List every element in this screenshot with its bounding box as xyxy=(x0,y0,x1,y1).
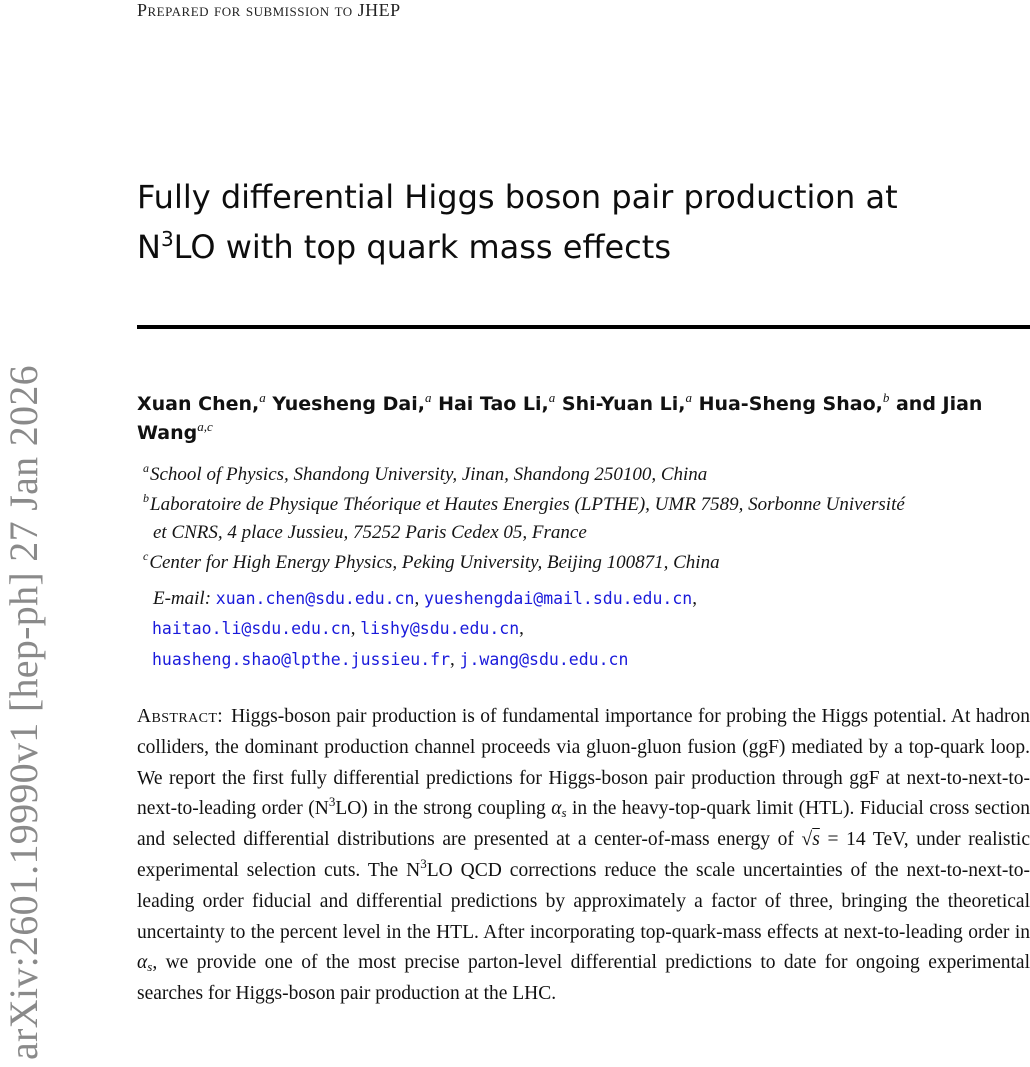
abstract-text: , we provide one of the most precise parton-level differential predictions to date for ongoing experimental searches for Higgs-boson pair production at the LHC. xyxy=(137,952,1030,1005)
paper-title-line-1: Fully differential Higgs boson pair production at xyxy=(137,178,898,216)
email-line-1: E-mail: xuan.chen@sdu.edu.cn, yueshengdai@mail.sdu.edu.cn, xyxy=(153,588,697,609)
author-affiliation-mark: a,c xyxy=(197,419,213,434)
affiliation-mark: c xyxy=(143,549,149,563)
paper-title-line-2 xyxy=(137,227,671,267)
abstract-text: = 14 TeV, under realistic experimental selection cuts. The N xyxy=(137,829,1030,881)
email-link[interactable]: haitao.li@sdu.edu.cn xyxy=(152,619,351,638)
author-affiliation-mark: a xyxy=(685,390,692,405)
affiliation-text: School of Physics, Shandong University, Jinan, Shandong 250100, China xyxy=(150,464,708,485)
sqrt-argument: s xyxy=(812,829,820,851)
alpha-subscript: s xyxy=(147,959,153,975)
email-link[interactable]: lishy@sdu.edu.cn xyxy=(360,619,520,638)
title-rest: LO with top quark mass effects xyxy=(173,228,671,266)
abstract-superscript: 3 xyxy=(420,855,427,871)
affiliation-c xyxy=(143,551,720,575)
alpha-symbol: α xyxy=(551,798,562,820)
title-divider xyxy=(137,325,1030,329)
affiliation-b-continued: et CNRS, 4 place Jussieu, 75252 Paris Cedex 05, France xyxy=(153,522,587,543)
email-link[interactable]: xuan.chen@sdu.edu.cn xyxy=(215,589,415,608)
email-link[interactable]: huasheng.shao@lpthe.jussieu.fr xyxy=(152,650,451,669)
abstract-heading: Abstract: xyxy=(137,706,224,727)
affiliation-text: Center for High Energy Physics, Peking University, Beijing 100871, China xyxy=(149,552,720,573)
affiliation-mark: b xyxy=(143,491,149,505)
affiliation-text: Laboratoire de Physique Théorique et Hautes Energies (LPTHE), UMR 7589, Sorbonne Université xyxy=(150,494,905,515)
author-name: Hua-Sheng Shao, xyxy=(698,393,883,415)
abstract-text: Higgs-boson pair production is of fundamental importance for probing the Higgs potential. At hadron colliders, the dominant production channel proceeds via gluon-gluon fusion (ggF) mediated by a top-quark loop. We report the first fully differential predictions for Higgs-boson pair production through ggF at next-to-next-to-next-to-leading order (N xyxy=(137,706,1030,820)
author-list-line-2 xyxy=(137,421,213,445)
email-line-3: huasheng.shao@lpthe.jussieu.fr, j.wang@sdu.edu.cn xyxy=(152,649,629,670)
affiliation-a xyxy=(143,463,707,487)
author-list-line-1 xyxy=(137,392,982,416)
author-name: Wang xyxy=(137,422,198,444)
abstract-text: LO) in the strong coupling xyxy=(335,798,552,820)
journal-header: Prepared for submission to JHEP xyxy=(137,0,401,20)
alpha-subscript: s xyxy=(561,805,567,821)
author-name: and Jian xyxy=(895,393,983,415)
abstract-paragraph xyxy=(137,702,1030,1010)
email-link[interactable]: j.wang@sdu.edu.cn xyxy=(459,650,629,669)
alpha-symbol: α xyxy=(137,952,148,974)
author-affiliation-mark: a xyxy=(259,390,266,405)
affiliation-mark: a xyxy=(143,461,149,475)
title-n: N xyxy=(137,228,161,266)
abstract-text: in the heavy-top-quark limit (HTL). Fiducial cross section and selected differential distributions are presented at a center-of-mass energy of xyxy=(137,798,1030,851)
author-name: Shi-Yuan Li, xyxy=(561,393,686,415)
author-affiliation-mark: b xyxy=(882,390,890,405)
title-order-superscript: 3 xyxy=(160,227,174,251)
abstract-superscript: 3 xyxy=(328,794,336,810)
author-name: Yuesheng Dai, xyxy=(272,393,425,415)
email-line-2: haitao.li@sdu.edu.cn, lishy@sdu.edu.cn, xyxy=(152,618,524,639)
email-label: E-mail: xyxy=(153,588,212,609)
author-name: Xuan Chen, xyxy=(137,393,260,415)
sqrt-symbol: √ xyxy=(801,829,813,851)
affiliation-b xyxy=(143,493,905,517)
author-affiliation-mark: a xyxy=(424,390,432,405)
arxiv-identifier-stamp[interactable]: arXiv:2601.19990v1 [hep-ph] 27 Jan 2026 xyxy=(1,365,46,1060)
author-name: Hai Tao Li, xyxy=(438,393,549,415)
author-affiliation-mark: a xyxy=(548,390,556,405)
abstract-text: LO QCD corrections reduce the scale uncertainties of the next-to-next-to-leading order fiducial and differential predictions by approximately a factor of three, bringing the theoretical uncertainty to the percent level in the HTL. After incorporating top-quark-mass effects at next-to-leading order in xyxy=(137,859,1030,943)
email-link[interactable]: yueshengdai@mail.sdu.edu.cn xyxy=(423,589,693,608)
